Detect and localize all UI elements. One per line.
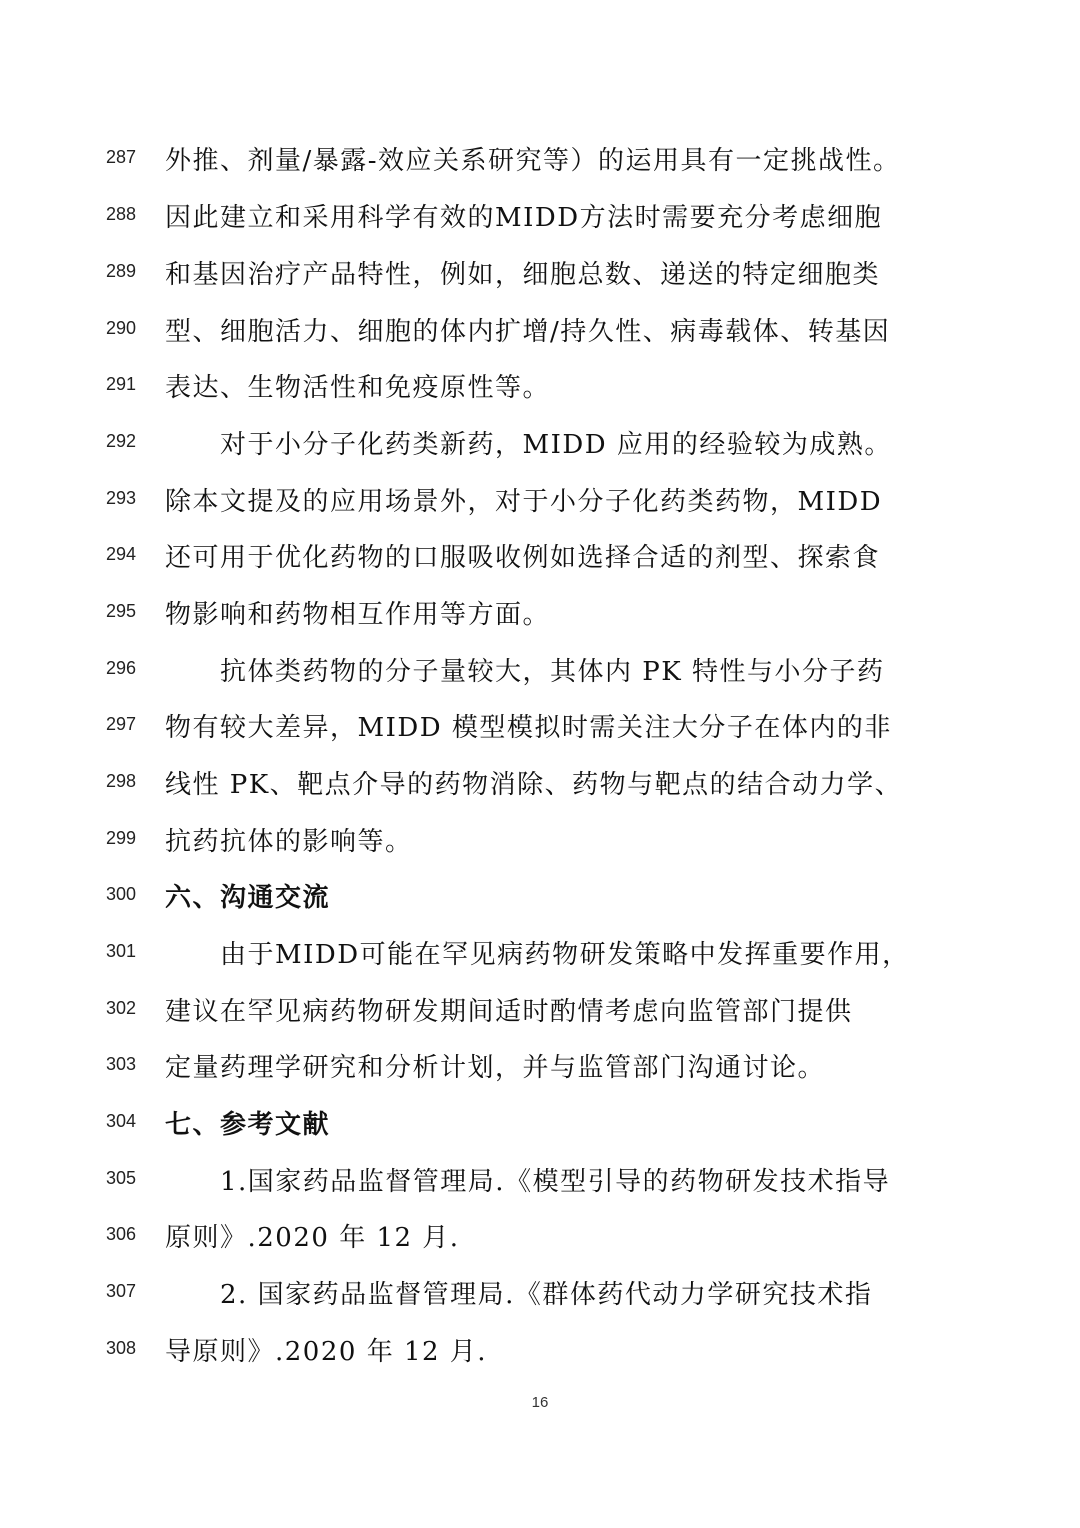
line-number: 302	[105, 998, 136, 1018]
line-number: 295	[105, 601, 136, 621]
line-number: 291	[105, 374, 136, 394]
line-text: 和基因治疗产品特性，例如，细胞总数、递送的特定细胞类	[165, 260, 881, 290]
reference-line	[0, 1267, 1080, 1323]
reference-line	[0, 1324, 1080, 1380]
section-heading: 七、参考文献	[165, 1110, 331, 1140]
text-line	[0, 587, 1080, 643]
text-line	[0, 417, 1080, 473]
line-number: 292	[105, 431, 136, 451]
line-number: 299	[105, 828, 136, 848]
text-line	[0, 247, 1080, 303]
line-text: 因此建立和采用科学有效的MIDD方法时需要充分考虑细胞	[165, 203, 883, 233]
text-line	[0, 814, 1080, 870]
section-heading-line	[0, 870, 1080, 926]
line-number: 294	[105, 544, 136, 564]
line-text: 除本文提及的应用场景外，对于小分子化药类药物，MIDD	[165, 487, 883, 517]
section-heading: 六、沟通交流	[165, 883, 331, 913]
line-text: 物影响和药物相互作用等方面。	[165, 600, 551, 630]
text-line	[0, 644, 1080, 700]
line-number: 289	[105, 261, 136, 281]
line-number: 290	[105, 318, 136, 338]
line-text: 对于小分子化药类新药，MIDD 应用的经验较为成熟。	[220, 430, 892, 460]
line-number: 303	[105, 1054, 136, 1074]
line-number: 288	[105, 204, 136, 224]
line-text: 建议在罕见病药物研发期间适时酌情考虑向监管部门提供	[165, 997, 853, 1027]
line-text: 表达、生物活性和免疫原性等。	[165, 373, 551, 403]
page-number: 16	[531, 1394, 549, 1411]
line-number: 293	[105, 488, 136, 508]
line-text: 抗药抗体的影响等。	[165, 827, 413, 857]
text-line	[0, 927, 1080, 983]
line-text: 还可用于优化药物的口服吸收例如选择合适的剂型、探索食	[165, 543, 881, 573]
text-line	[0, 133, 1080, 189]
line-number: 298	[105, 771, 136, 791]
line-text: 由于MIDD可能在罕见病药物研发策略中发挥重要作用，	[220, 940, 910, 970]
line-number: 301	[105, 941, 136, 961]
line-text: 抗体类药物的分子量较大，其体内 PK 特性与小分子药	[220, 657, 885, 687]
line-number: 297	[105, 714, 136, 734]
line-number: 304	[105, 1111, 136, 1131]
line-number: 287	[105, 147, 136, 167]
line-text: 外推、剂量/暴露-效应关系研究等）的运用具有一定挑战性。	[165, 146, 901, 176]
text-line	[0, 984, 1080, 1040]
line-number: 300	[105, 884, 136, 904]
line-text: 型、细胞活力、细胞的体内扩增/持久性、病毒载体、转基因	[165, 317, 891, 347]
line-text: 1.国家药品监督管理局.《模型引导的药物研发技术指导	[220, 1167, 891, 1197]
text-line	[0, 700, 1080, 756]
line-text: 原则》.2020 年 12 月.	[165, 1223, 460, 1253]
line-number: 305	[105, 1168, 136, 1188]
text-line	[0, 474, 1080, 530]
text-line	[0, 757, 1080, 813]
line-text: 物有较大差异，MIDD 模型模拟时需关注大分子在体内的非	[165, 713, 892, 743]
line-text: 定量药理学研究和分析计划，并与监管部门沟通讨论。	[165, 1053, 826, 1083]
text-line	[0, 530, 1080, 586]
line-number: 306	[105, 1224, 136, 1244]
reference-line	[0, 1210, 1080, 1266]
line-number: 308	[105, 1338, 136, 1358]
line-text: 线性 PK、靶点介导的药物消除、药物与靶点的结合动力学、	[165, 770, 903, 800]
reference-line	[0, 1154, 1080, 1210]
line-number: 296	[105, 658, 136, 678]
line-text: 导原则》.2020 年 12 月.	[165, 1337, 488, 1367]
text-line	[0, 304, 1080, 360]
text-line	[0, 360, 1080, 416]
line-number: 307	[105, 1281, 136, 1301]
line-text: 2. 国家药品监督管理局.《群体药代动力学研究技术指	[220, 1280, 873, 1310]
text-line	[0, 1040, 1080, 1096]
section-heading-line	[0, 1097, 1080, 1153]
text-line	[0, 190, 1080, 246]
